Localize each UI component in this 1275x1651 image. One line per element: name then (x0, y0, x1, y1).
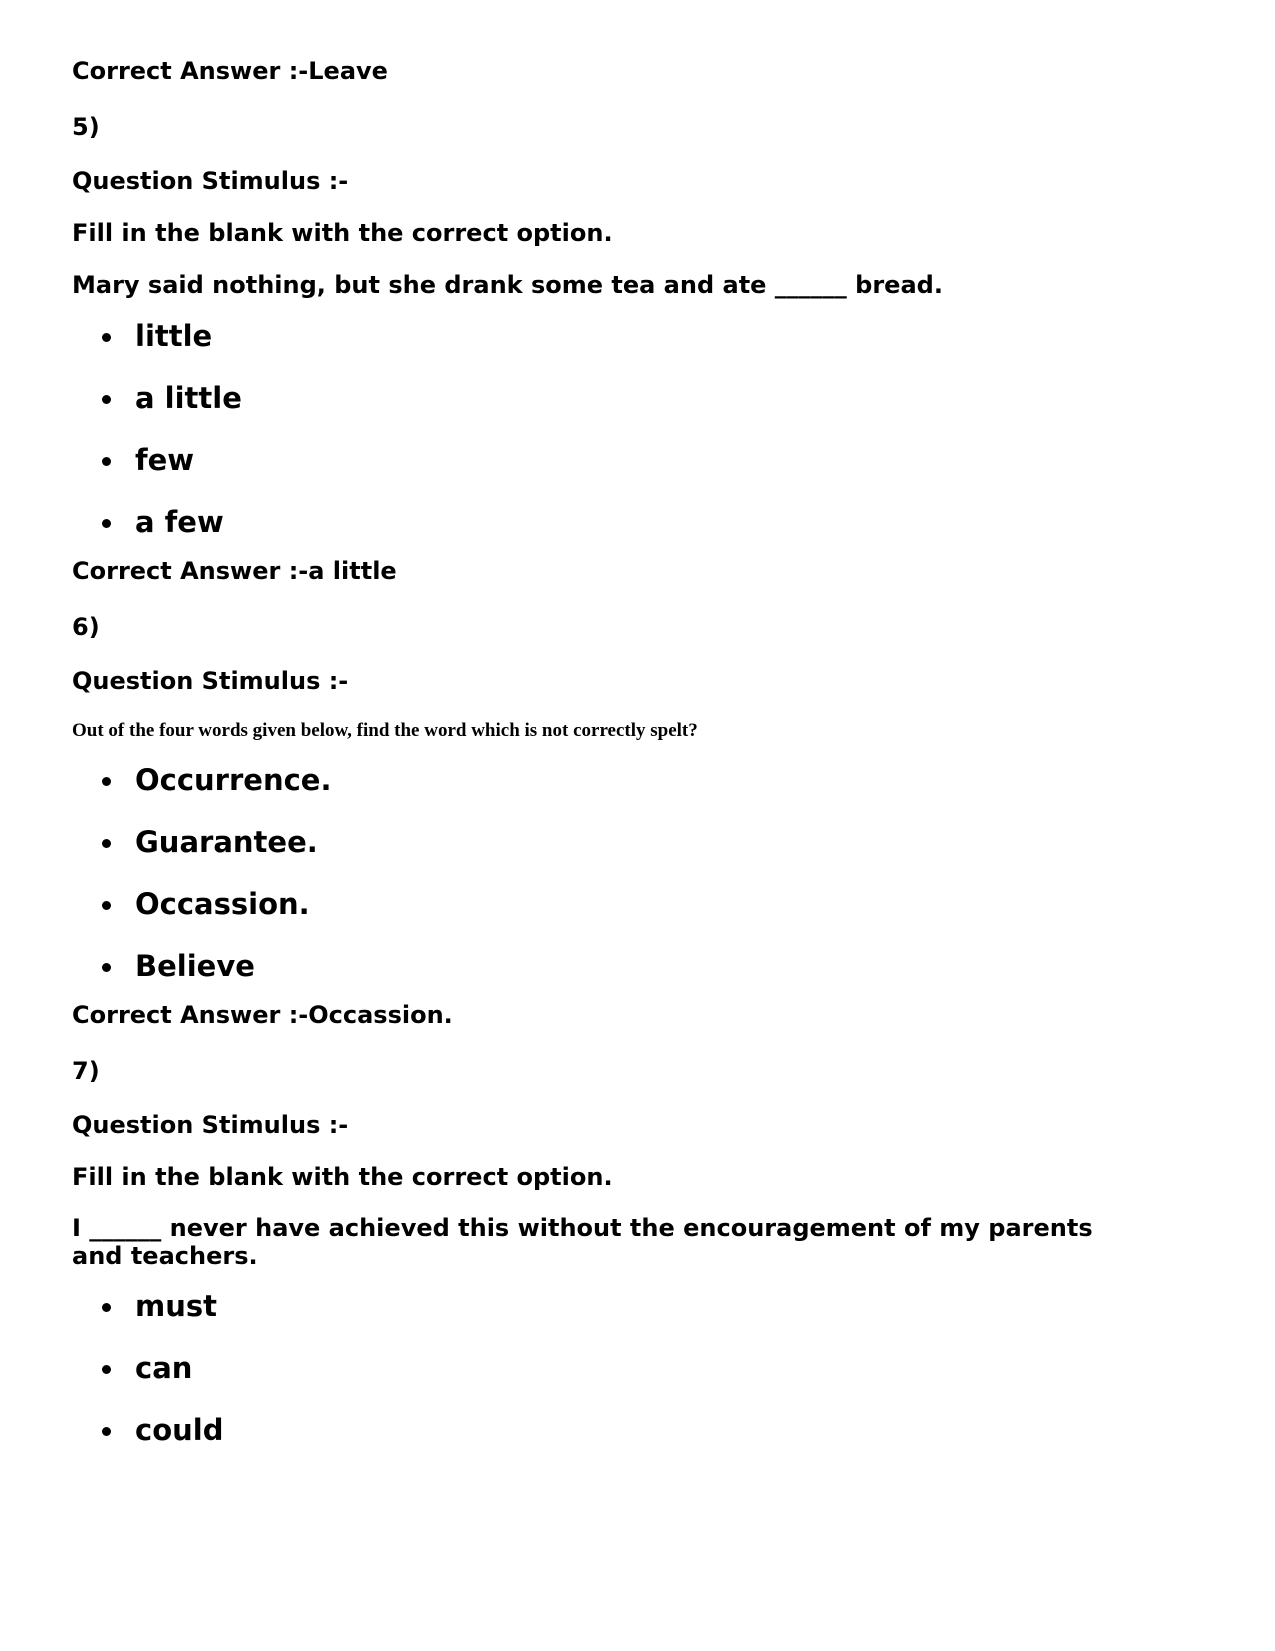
question-number: 5) (72, 113, 100, 141)
option-item (72, 1412, 1212, 1448)
bullet-icon (102, 1365, 111, 1374)
option-item (72, 824, 1212, 860)
bullet-icon (102, 963, 111, 972)
option-label: Occurrence. (135, 763, 332, 797)
question-sentence: Out of the four words given below, find the word which is not correctly spelt? (72, 720, 698, 741)
bullet-icon (102, 395, 111, 404)
option-label: can (135, 1351, 193, 1385)
bullet-icon (102, 1303, 111, 1312)
question-sentence: I ______ never have achieved this without the encouragement of my parents and teachers. (72, 1214, 1093, 1270)
question-5 (72, 112, 1212, 586)
options-list (72, 1288, 1212, 1448)
option-label: a few (135, 505, 224, 539)
option-item (72, 1288, 1212, 1324)
correct-answer: Correct Answer :-Occassion. (72, 1001, 453, 1029)
bullet-icon (102, 1427, 111, 1436)
option-item (72, 318, 1212, 354)
question-stimulus-label: Question Stimulus :- (72, 1111, 349, 1139)
question-instruction: Fill in the blank with the correct option. (72, 1163, 613, 1191)
option-label: few (135, 443, 195, 477)
option-item (72, 1350, 1212, 1386)
question-stimulus-label: Question Stimulus :- (72, 167, 349, 195)
options-list (72, 762, 1212, 984)
bullet-icon (102, 901, 111, 910)
question-sentence: Mary said nothing, but she drank some tea and ate ______ bread. (72, 271, 943, 299)
option-item (72, 442, 1212, 478)
option-item (72, 762, 1212, 798)
document-page (72, 56, 1212, 1464)
option-label: a little (135, 381, 242, 415)
question-number: 6) (72, 613, 100, 641)
correct-answer: Correct Answer :-a little (72, 557, 397, 585)
bullet-icon (102, 777, 111, 786)
option-item (72, 504, 1212, 540)
option-label: little (135, 319, 213, 353)
options-list (72, 318, 1212, 540)
option-label: must (135, 1289, 217, 1323)
question-6 (72, 612, 1212, 1030)
option-label: Occassion. (135, 887, 310, 921)
bullet-icon (102, 333, 111, 342)
bullet-icon (102, 519, 111, 528)
question-7 (72, 1056, 1212, 1448)
option-item (72, 380, 1212, 416)
option-label: could (135, 1413, 224, 1447)
question-stimulus-label: Question Stimulus :- (72, 667, 349, 695)
question-instruction: Fill in the blank with the correct option. (72, 219, 613, 247)
option-label: Guarantee. (135, 825, 318, 859)
option-item (72, 948, 1212, 984)
option-item (72, 886, 1212, 922)
question-number: 7) (72, 1057, 100, 1085)
correct-answer-prev: Correct Answer :-Leave (72, 57, 388, 85)
option-label: Believe (135, 949, 255, 983)
bullet-icon (102, 457, 111, 466)
bullet-icon (102, 839, 111, 848)
